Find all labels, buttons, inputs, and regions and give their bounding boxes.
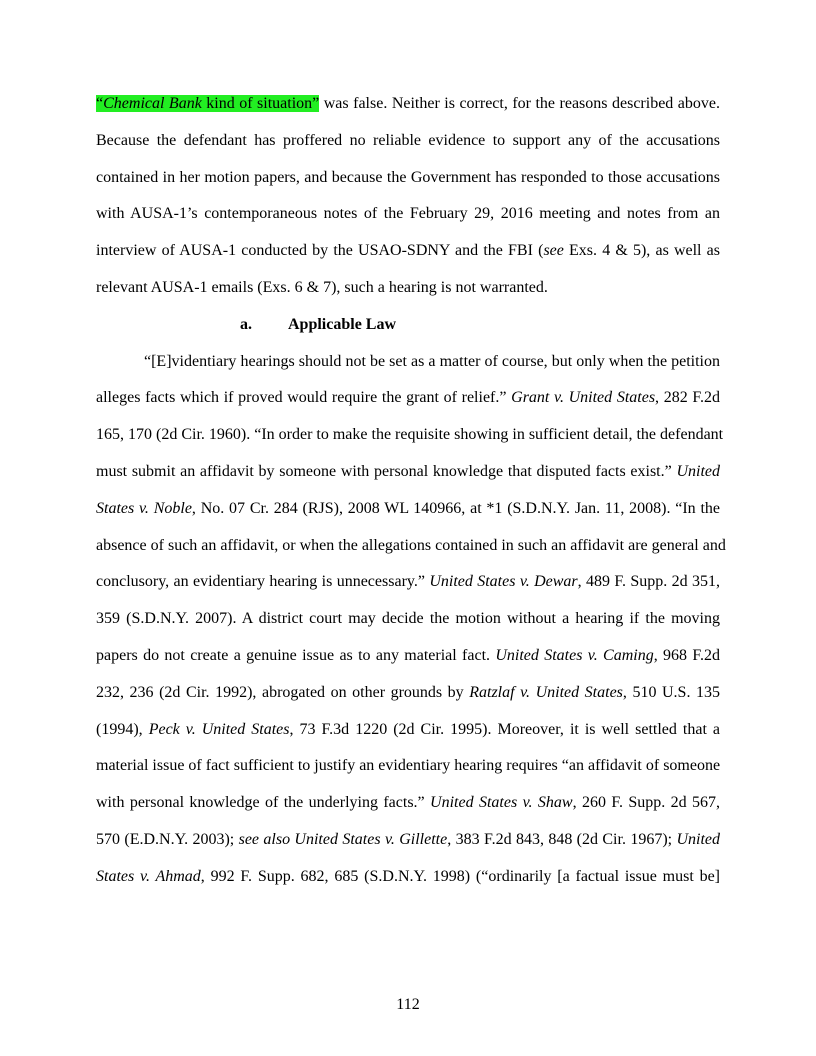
paragraph-2-line-14: 570 (E.D.N.Y. 2003); see also United States v. Gillette, 383 F.2d 843, 848 (2d Cir. 1967); United xyxy=(96,830,721,848)
paragraph-2-line-11: (1994), Peck v. United States, 73 F.3d 1220 (2d Cir. 1995). Moreover, it is well settled that a xyxy=(96,720,721,738)
paragraph-2-line-3: 165, 170 (2d Cir. 1960). “In order to make the requisite showing in sufficient detail, the defendant xyxy=(96,426,724,444)
paragraph-1-line-4: with AUSA-1’s contemporaneous notes of the February 29, 2016 meeting and notes from an xyxy=(96,205,720,223)
paragraph-2-line-1: “[E]videntiary hearings should not be set as a matter of course, but only when the petition xyxy=(144,352,720,370)
paragraph-2-line-4: must submit an affidavit by someone with personal knowledge that disputed facts exist.” United xyxy=(96,462,720,480)
paragraph-1-line-2: Because the defendant has proffered no reliable evidence to support any of the accusations xyxy=(96,131,720,149)
paragraph-2-line-7: conclusory, an evidentiary hearing is unnecessary.” United States v. Dewar, 489 F. Supp. 2d 351, xyxy=(96,573,721,591)
paragraph-2-line-12: material issue of fact sufficient to justify an evidentiary hearing requires “an affidavit of someone xyxy=(96,757,721,775)
section-number: a. xyxy=(240,315,252,333)
paragraph-2-line-8: 359 (S.D.N.Y. 2007). A district court may decide the motion without a hearing if the moving xyxy=(96,610,720,628)
document-body xyxy=(96,86,726,896)
page-number: 112 xyxy=(396,996,420,1013)
section-title: Applicable Law xyxy=(288,315,397,333)
section-heading xyxy=(96,307,720,344)
paragraph-2-line-6: absence of such an affidavit, or when the allegations contained in such an affidavit are general and xyxy=(96,536,726,554)
paragraph-2-line-9: papers do not create a genuine issue as to any material fact. United States v. Caming, 968 F.2d xyxy=(96,646,720,664)
paragraph-1-line-6: relevant AUSA-1 emails (Exs. 6 & 7), such a hearing is not warranted. xyxy=(96,278,548,296)
paragraph-2-line-13: with personal knowledge of the underlying facts.” United States v. Shaw, 260 F. Supp. 2d 567, xyxy=(96,794,721,812)
highlighted-text: “Chemical Bank kind of situation” xyxy=(96,95,320,112)
paragraph-1-line-3: contained in her motion papers, and because the Government has responded to those accusations xyxy=(96,168,720,186)
paragraph-1-line-5: interview of AUSA-1 conducted by the USAO-SDNY and the FBI (see Exs. 4 & 5), as well as xyxy=(96,242,720,260)
paragraph-2-line-2: alleges facts which if proved would require the grant of relief.” Grant v. United States, 282 F.2d xyxy=(96,389,720,407)
paragraph-2-line-5: States v. Noble, No. 07 Cr. 284 (RJS), 2008 WL 140966, at *1 (S.D.N.Y. Jan. 11, 2008). “In the xyxy=(96,499,720,517)
paragraph-1-line-1: “Chemical Bank kind of situation” was false. Neither is correct, for the reasons described above. xyxy=(96,95,721,112)
paragraph-2-line-10: 232, 236 (2d Cir. 1992), abrogated on other grounds by Ratzlaf v. United States, 510 U.S. 135 xyxy=(96,683,721,701)
paragraph-2-line-15: States v. Ahmad, 992 F. Supp. 682, 685 (S.D.N.Y. 1998) (“ordinarily [a factual issue must be] xyxy=(96,867,721,885)
